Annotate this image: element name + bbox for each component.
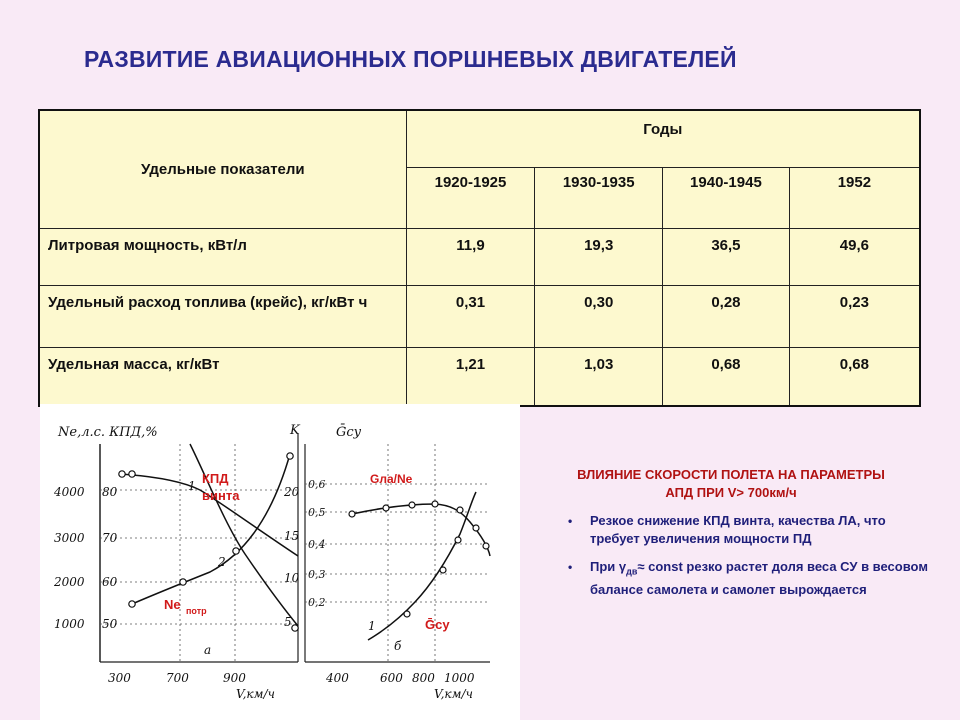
kpd-tick: 50	[102, 617, 118, 631]
header-years: Годы	[406, 110, 920, 168]
ne-tick: 1000	[54, 617, 85, 631]
right-b-mark: б	[394, 639, 402, 653]
cell: 49,6	[789, 229, 920, 286]
right-x-tick: 1000	[444, 671, 475, 685]
row-label: Удельная масса, кг/кВт	[39, 348, 406, 406]
ne-tick: 4000	[54, 485, 85, 499]
kpd-tick: 60	[102, 575, 118, 589]
left-xlabel: V,км/ч	[236, 687, 276, 701]
kpd-tick: 80	[102, 485, 118, 499]
right-x-tick: 800	[412, 671, 435, 685]
right-xlabel: V,км/ч	[434, 687, 474, 701]
cell: 1,21	[406, 348, 535, 406]
vinta-label: винта	[202, 488, 240, 503]
x-tick: 300	[108, 671, 131, 685]
right-y-tick: 0,2	[308, 596, 326, 609]
left-y2label: K	[290, 423, 300, 438]
year-2: 1930-1935	[535, 168, 663, 229]
right-one-mark: 1	[368, 619, 376, 633]
x-tick: 700	[166, 671, 189, 685]
cell: 36,5	[663, 229, 790, 286]
cell: 0,68	[789, 348, 920, 406]
cell: 19,3	[535, 229, 663, 286]
bullet-prefix: При γ	[590, 559, 627, 574]
bullet-item	[560, 558, 935, 599]
speed-charts	[40, 404, 520, 720]
cell: 0,23	[789, 286, 920, 348]
bullet-item	[560, 512, 935, 548]
k-tick: 5	[284, 615, 292, 629]
right-x-tick: 600	[380, 671, 403, 685]
year-3: 1940-1945	[663, 168, 790, 229]
cell: 0,30	[535, 286, 663, 348]
ne-label: Ne	[164, 597, 181, 612]
side-panel	[560, 466, 940, 599]
curve-a-mark: a	[204, 643, 212, 657]
right-ylabel: Ḡсу	[336, 425, 362, 440]
cell: 0,68	[663, 348, 790, 406]
gsu-curve	[368, 492, 476, 640]
year-4: 1952	[789, 168, 920, 229]
cell: 0,28	[663, 286, 790, 348]
header-indicator: Удельные показатели	[39, 110, 406, 229]
x-tick: 900	[223, 671, 246, 685]
left-chart	[53, 423, 301, 701]
right-x-tick: 400	[326, 671, 349, 685]
gsu-label: Ḡсу	[425, 617, 450, 632]
left-ylabel: Ne,л.с. КПД,%	[58, 425, 158, 440]
right-y-tick: 0,5	[308, 506, 326, 519]
k-curve-mark: 2	[218, 555, 226, 569]
table-row	[39, 348, 920, 406]
k-tick: 15	[284, 529, 300, 543]
cell: 0,31	[406, 286, 535, 348]
row-label: Удельный расход топлива (крейс), кг/кВт ч	[39, 286, 406, 348]
ne-tick: 2000	[54, 575, 85, 589]
bullet-suffix: ≈ const резко растет доля веса СУ в весовом балансе самолета и самолет вырождается	[590, 559, 928, 597]
ne-sub-label: потр	[186, 606, 207, 616]
kpd-tick: 70	[102, 531, 118, 545]
side-heading: ВЛИЯНИЕ СКОРОСТИ ПОЛЕТА НА ПАРАМЕТРЫ АПД ПРИ V> 700км/ч	[577, 467, 885, 500]
right-chart	[305, 424, 490, 701]
table-row	[39, 286, 920, 348]
k-tick: 10	[284, 571, 300, 585]
bullet-dot-icon: •	[568, 560, 573, 574]
kpd-curve-mark: 1	[188, 479, 196, 493]
bullet-text: Резкое снижение КПД винта, качества ЛА, что требует увеличения мощности ПД	[590, 513, 886, 546]
engine-data-table	[38, 109, 921, 407]
gla-ne-label: Gла/Ne	[370, 472, 413, 486]
right-y-tick: 0,4	[308, 538, 326, 551]
ne-tick: 3000	[54, 531, 85, 545]
page-title: РАЗВИТИЕ АВИАЦИОННЫХ ПОРШНЕВЫХ ДВИГАТЕЛЕЙ	[84, 46, 737, 72]
cell: 1,03	[535, 348, 663, 406]
table-row	[39, 229, 920, 286]
k-tick: 20	[284, 485, 300, 499]
cell: 11,9	[406, 229, 535, 286]
row-label: Литровая мощность, кВт/л	[39, 229, 406, 286]
right-y-tick: 0,6	[308, 478, 326, 491]
year-1: 1920-1925	[406, 168, 535, 229]
bullet-dot-icon: •	[568, 514, 573, 528]
bullet-sub: дв	[626, 566, 638, 577]
kpd-label: КПД	[202, 471, 229, 486]
right-y-tick: 0,3	[308, 568, 326, 581]
